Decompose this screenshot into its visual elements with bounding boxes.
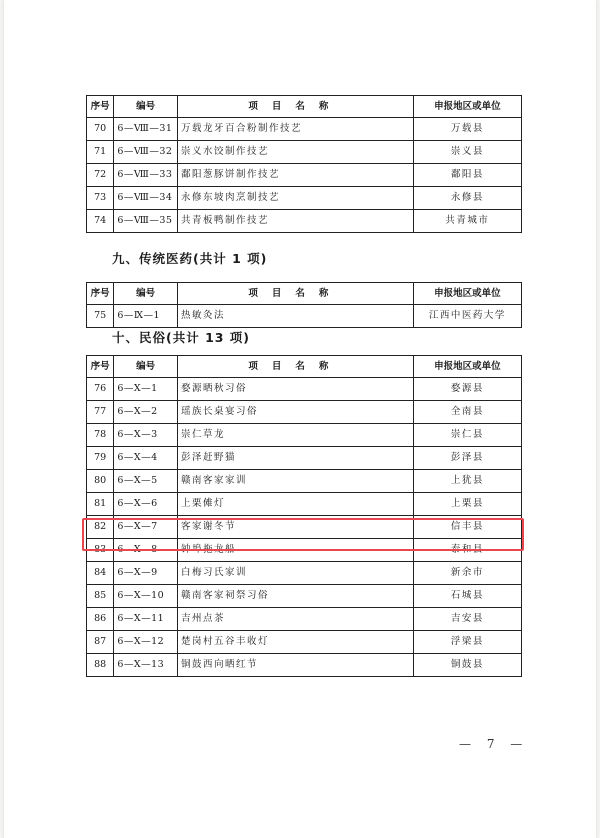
table-row — [87, 654, 522, 677]
cell-code: 6—Ⅷ—33 — [114, 164, 178, 187]
table-row — [87, 562, 522, 585]
table-row — [87, 187, 522, 210]
cell-item: 客家谢冬节 — [178, 516, 414, 539]
cell-item: 钟埠拖龙船 — [178, 539, 414, 562]
cell-seq: 74 — [87, 210, 114, 233]
cell-seq: 77 — [87, 401, 114, 424]
cell-item: 万载龙牙百合粉制作技艺 — [178, 118, 414, 141]
cell-region: 万载县 — [413, 118, 521, 141]
table-row — [87, 539, 522, 562]
cell-item: 上栗傩灯 — [178, 493, 414, 516]
cell-code: 6—Ⅷ—34 — [114, 187, 178, 210]
cell-seq: 79 — [87, 447, 114, 470]
cell-item: 吉州点茶 — [178, 608, 414, 631]
table-row — [87, 210, 522, 233]
table-header-row — [87, 283, 522, 305]
cell-code: 6—Ⅹ—7 — [114, 516, 178, 539]
header-region: 申报地区或单位 — [413, 356, 521, 378]
cell-seq: 72 — [87, 164, 114, 187]
cell-item: 崇义水饺制作技艺 — [178, 141, 414, 164]
cell-seq: 88 — [87, 654, 114, 677]
cell-code: 6—Ⅹ—13 — [114, 654, 178, 677]
cell-region: 铜鼓县 — [413, 654, 521, 677]
header-item: 项目名称 — [178, 356, 414, 378]
cell-seq: 71 — [87, 141, 114, 164]
cell-region: 石城县 — [413, 585, 521, 608]
cell-item: 彭泽赶野猫 — [178, 447, 414, 470]
cell-region: 上犹县 — [413, 470, 521, 493]
cell-code: 6—Ⅹ—2 — [114, 401, 178, 424]
cell-seq: 81 — [87, 493, 114, 516]
cell-item: 瑶族长桌宴习俗 — [178, 401, 414, 424]
cell-seq: 83 — [87, 539, 114, 562]
cell-code: 6—Ⅹ—12 — [114, 631, 178, 654]
cell-item: 鄱阳葱豚饼制作技艺 — [178, 164, 414, 187]
cell-region: 上栗县 — [413, 493, 521, 516]
cell-seq: 87 — [87, 631, 114, 654]
cell-region: 浮梁县 — [413, 631, 521, 654]
cell-region: 信丰县 — [413, 516, 521, 539]
header-code: 编号 — [114, 356, 178, 378]
cell-code: 6—Ⅹ—8 — [114, 539, 178, 562]
cell-code: 6—Ⅹ—10 — [114, 585, 178, 608]
cell-region: 新余市 — [413, 562, 521, 585]
header-item: 项目名称 — [178, 96, 414, 118]
header-seq: 序号 — [87, 283, 114, 305]
section-9-heading: 九、传统医药(共计 1 项) — [112, 251, 268, 266]
cell-item: 崇仁草龙 — [178, 424, 414, 447]
cell-item: 白梅习氏家训 — [178, 562, 414, 585]
cell-item: 共青板鸭制作技艺 — [178, 210, 414, 233]
table-row — [87, 493, 522, 516]
cell-seq: 84 — [87, 562, 114, 585]
cell-code: 6—Ⅹ—6 — [114, 493, 178, 516]
header-code: 编号 — [114, 283, 178, 305]
cell-code: 6—Ⅷ—35 — [114, 210, 178, 233]
table-row — [87, 608, 522, 631]
table-header-row — [87, 96, 522, 118]
cell-region: 鄱阳县 — [413, 164, 521, 187]
table-row — [87, 585, 522, 608]
table-section-10 — [86, 355, 522, 677]
table-row — [87, 305, 522, 328]
cell-code: 6—Ⅹ—1 — [114, 378, 178, 401]
cell-item: 赣南客家家训 — [178, 470, 414, 493]
cell-seq: 85 — [87, 585, 114, 608]
cell-seq: 76 — [87, 378, 114, 401]
cell-region: 彭泽县 — [413, 447, 521, 470]
cell-region: 泰和县 — [413, 539, 521, 562]
header-item: 项目名称 — [178, 283, 414, 305]
cell-region: 崇仁县 — [413, 424, 521, 447]
cell-region: 婺源县 — [413, 378, 521, 401]
cell-region: 吉安县 — [413, 608, 521, 631]
cell-seq: 86 — [87, 608, 114, 631]
cell-seq: 75 — [87, 305, 114, 328]
table-row — [87, 378, 522, 401]
header-code: 编号 — [114, 96, 178, 118]
cell-item: 热敏灸法 — [178, 305, 414, 328]
cell-seq: 82 — [87, 516, 114, 539]
cell-item: 婺源晒秋习俗 — [178, 378, 414, 401]
table-row — [87, 401, 522, 424]
cell-code: 6—Ⅸ—1 — [114, 305, 178, 328]
header-region: 申报地区或单位 — [413, 96, 521, 118]
cell-item: 永修东坡肉烹制技艺 — [178, 187, 414, 210]
cell-code: 6—Ⅷ—32 — [114, 141, 178, 164]
document-page — [4, 0, 596, 838]
cell-code: 6—Ⅹ—4 — [114, 447, 178, 470]
table-row — [87, 470, 522, 493]
cell-seq: 70 — [87, 118, 114, 141]
table-row — [87, 631, 522, 654]
header-seq: 序号 — [87, 356, 114, 378]
cell-item: 楚岗村五谷丰收灯 — [178, 631, 414, 654]
table-section-9 — [86, 282, 522, 328]
cell-code: 6—Ⅷ—31 — [114, 118, 178, 141]
table-row — [87, 141, 522, 164]
cell-item: 铜鼓西向晒红节 — [178, 654, 414, 677]
header-seq: 序号 — [87, 96, 114, 118]
cell-region: 全南县 — [413, 401, 521, 424]
cell-code: 6—Ⅹ—5 — [114, 470, 178, 493]
cell-region: 江西中医药大学 — [413, 305, 521, 328]
cell-seq: 80 — [87, 470, 114, 493]
cell-code: 6—Ⅹ—11 — [114, 608, 178, 631]
table-row-highlighted — [87, 516, 522, 539]
cell-region: 永修县 — [413, 187, 521, 210]
cell-item: 赣南客家祠祭习俗 — [178, 585, 414, 608]
table-row — [87, 424, 522, 447]
cell-region: 崇义县 — [413, 141, 521, 164]
cell-seq: 78 — [87, 424, 114, 447]
cell-seq: 73 — [87, 187, 114, 210]
table-row — [87, 447, 522, 470]
table-row — [87, 164, 522, 187]
table-section-8 — [86, 95, 522, 233]
cell-code: 6—Ⅹ—9 — [114, 562, 178, 585]
header-region: 申报地区或单位 — [413, 283, 521, 305]
cell-code: 6—Ⅹ—3 — [114, 424, 178, 447]
table-row — [87, 118, 522, 141]
section-10-heading: 十、民俗(共计 13 项) — [112, 330, 251, 345]
page-number: — 7 — — [459, 737, 529, 751]
table-header-row — [87, 356, 522, 378]
cell-region: 共青城市 — [413, 210, 521, 233]
